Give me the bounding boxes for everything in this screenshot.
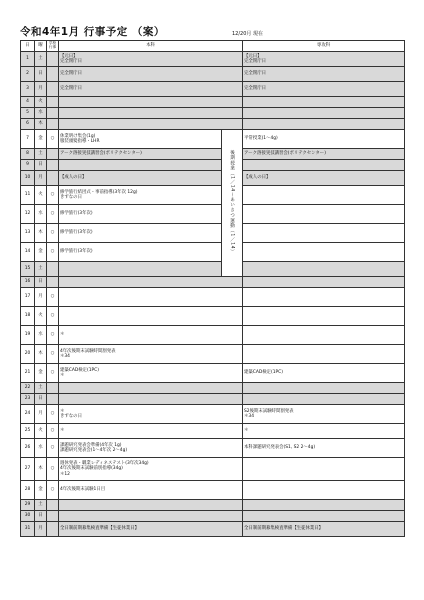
school-event-mark	[47, 262, 59, 277]
main-course-cell	[59, 288, 243, 307]
weekday-cell: 土	[35, 383, 47, 394]
date-cell: 17	[21, 288, 35, 307]
table-row	[21, 82, 405, 97]
cell-line: 修学旅行(3年次)	[60, 230, 93, 236]
school-event-mark	[47, 67, 59, 82]
advanced-course-cell	[243, 224, 405, 243]
cell-line: 休業明け集会(1g)	[60, 133, 96, 139]
table-row	[21, 522, 405, 537]
cell-line: 完全閉庁日	[244, 86, 266, 92]
school-event-mark: ○	[47, 243, 59, 262]
advanced-course-cell	[243, 205, 405, 224]
cell-line: 修学旅行(3年次)	[60, 249, 93, 255]
date-cell: 31	[21, 522, 35, 537]
school-event-mark	[47, 97, 59, 108]
weekday-cell: 月	[35, 405, 47, 424]
advanced-course-cell	[243, 277, 405, 288]
school-event-mark: ○	[47, 326, 59, 345]
date-cell: 3	[21, 82, 35, 97]
advanced-course-cell	[243, 82, 405, 97]
table-row	[21, 326, 405, 345]
weekday-cell: 月	[35, 82, 47, 97]
cell-line: ＊34	[60, 354, 70, 359]
main-course-cell	[59, 262, 222, 277]
school-event-mark	[47, 108, 59, 119]
as-of-date: 12/20月 現在	[232, 31, 263, 37]
school-event-mark	[47, 394, 59, 405]
weekday-cell: 火	[35, 97, 47, 108]
table-row	[21, 288, 405, 307]
cell-line: 4年次後期末試験時間割発表	[60, 348, 116, 354]
date-cell: 11	[21, 186, 35, 205]
main-course-cell	[59, 424, 243, 439]
weekday-cell: 日	[35, 160, 47, 171]
main-course-cell	[59, 345, 243, 364]
school-event-mark: ○	[47, 481, 59, 500]
weekday-cell: 水	[35, 326, 47, 345]
table-row	[21, 130, 405, 149]
weekday-cell: 土	[35, 262, 47, 277]
main-course-cell	[59, 439, 243, 458]
advanced-course-cell	[243, 383, 405, 394]
cell-line: 週休発表・職業レディネステスト(3年次34g)	[60, 461, 149, 467]
weekday-cell: 金	[35, 481, 47, 500]
cell-line: きずなの日	[60, 195, 82, 200]
table-row	[21, 458, 405, 481]
advanced-course-cell	[243, 97, 405, 108]
advanced-course-cell	[243, 171, 405, 186]
school-event-mark	[47, 149, 59, 160]
main-course-cell	[59, 82, 243, 97]
main-course-cell	[59, 205, 222, 224]
date-cell: 10	[21, 171, 35, 186]
main-course-cell	[59, 243, 222, 262]
school-event-mark	[47, 82, 59, 97]
advanced-course-cell	[243, 262, 405, 277]
date-cell: 16	[21, 277, 35, 288]
main-course-cell	[59, 149, 222, 160]
weekday-cell: 土	[35, 149, 47, 160]
school-event-mark	[47, 277, 59, 288]
cell-line: 完全閉庁日	[60, 71, 82, 77]
table-row	[21, 67, 405, 82]
table-row	[21, 52, 405, 67]
school-event-mark: ○	[47, 458, 59, 481]
school-event-mark: ○	[47, 186, 59, 205]
school-event-mark: ○	[47, 405, 59, 424]
date-cell: 24	[21, 405, 35, 424]
header-dow: 曜	[35, 41, 47, 52]
weekday-cell: 木	[35, 224, 47, 243]
main-course-cell	[59, 383, 243, 394]
table-row	[21, 262, 405, 277]
weekday-cell: 木	[35, 458, 47, 481]
table-row	[21, 277, 405, 288]
weekday-cell: 火	[35, 307, 47, 326]
table-row	[21, 307, 405, 326]
cell-line: 建築CAD検定(1PC)	[60, 367, 99, 373]
cell-line: ＊	[60, 332, 65, 338]
weekday-cell: 水	[35, 205, 47, 224]
advanced-course-cell	[243, 119, 405, 130]
weekday-cell: 水	[35, 439, 47, 458]
cell-line: 完全閉庁日	[60, 59, 82, 64]
cell-line: 修学旅行(3年次)	[60, 211, 93, 217]
cell-line: ＊	[60, 373, 65, 378]
table-row	[21, 160, 405, 171]
date-cell: 27	[21, 458, 35, 481]
date-cell: 8	[21, 149, 35, 160]
weekday-cell: 金	[35, 364, 47, 383]
main-course-cell	[59, 277, 243, 288]
main-course-cell	[59, 364, 243, 383]
main-course-cell	[59, 108, 243, 119]
main-course-cell	[59, 130, 222, 149]
table-row	[21, 186, 405, 205]
school-event-mark	[47, 522, 59, 537]
cell-line: ＊	[60, 428, 65, 434]
table-row	[21, 224, 405, 243]
cell-line: S2後期末試験時間割発表	[244, 408, 294, 414]
table-row	[21, 108, 405, 119]
cell-line: 建築CAD検定(1PC)	[244, 370, 283, 376]
main-course-cell	[59, 326, 243, 345]
date-cell: 21	[21, 364, 35, 383]
cell-line: 4年次後期末試験1日目	[60, 487, 106, 493]
advanced-course-cell	[243, 160, 405, 171]
main-course-cell	[59, 97, 243, 108]
table-row	[21, 511, 405, 522]
cell-line: ＊	[244, 428, 249, 434]
main-course-cell	[59, 160, 222, 171]
advanced-course-cell	[243, 424, 405, 439]
advanced-course-cell	[243, 394, 405, 405]
term-note-cell	[222, 130, 243, 277]
cell-line: 修学旅行結団式・事前指導(3年次 12g)	[60, 189, 138, 195]
main-course-cell	[59, 224, 222, 243]
date-cell: 2	[21, 67, 35, 82]
main-course-cell	[59, 67, 243, 82]
cell-line: 完全閉庁日	[60, 86, 82, 92]
cell-line: 全日制前期募集検査準備【生徒休業日】	[60, 526, 140, 532]
weekday-cell: 木	[35, 119, 47, 130]
date-cell: 22	[21, 383, 35, 394]
table-header-row	[21, 41, 405, 52]
header-advanced-course: 専攻科	[243, 41, 405, 52]
school-event-mark	[47, 119, 59, 130]
date-cell: 5	[21, 108, 35, 119]
cell-line: 完全閉庁日	[244, 59, 266, 64]
weekday-cell: 火	[35, 424, 47, 439]
main-course-cell	[59, 500, 243, 511]
school-event-mark: ○	[47, 345, 59, 364]
main-course-cell	[59, 405, 243, 424]
advanced-course-cell	[243, 439, 405, 458]
advanced-course-cell	[243, 500, 405, 511]
table-row	[21, 149, 405, 160]
advanced-course-cell	[243, 458, 405, 481]
advanced-course-cell	[243, 405, 405, 424]
advanced-course-cell	[243, 288, 405, 307]
cell-line: 【成人の日】	[60, 175, 87, 181]
main-course-cell	[59, 481, 243, 500]
date-cell: 13	[21, 224, 35, 243]
table-row	[21, 405, 405, 424]
school-event-mark: ○	[47, 307, 59, 326]
cell-line: 課題研究発表会準備(4年次 1g)	[60, 442, 122, 448]
advanced-course-cell	[243, 345, 405, 364]
cell-line: 4年次後期末試験前別指導(34g)	[60, 466, 123, 472]
main-course-cell	[59, 522, 243, 537]
advanced-course-cell	[243, 481, 405, 500]
table-row	[21, 364, 405, 383]
date-cell: 25	[21, 424, 35, 439]
school-event-mark: ○	[47, 130, 59, 149]
date-cell: 7	[21, 130, 35, 149]
advanced-course-cell	[243, 364, 405, 383]
date-cell: 18	[21, 307, 35, 326]
date-cell: 28	[21, 481, 35, 500]
advanced-course-cell	[243, 130, 405, 149]
table-row	[21, 394, 405, 405]
cell-line: 本科課題研究発表会(S1, S2 2～4g)	[244, 445, 316, 451]
cell-line: 【成人の日】	[244, 175, 271, 181]
weekday-cell: 日	[35, 277, 47, 288]
header-main-course: 本科	[59, 41, 243, 52]
date-cell: 30	[21, 511, 35, 522]
table-row	[21, 424, 405, 439]
header-date: 日	[21, 41, 35, 52]
table-row	[21, 97, 405, 108]
weekday-cell: 金	[35, 243, 47, 262]
weekday-cell: 水	[35, 108, 47, 119]
advanced-course-cell	[243, 522, 405, 537]
date-cell: 4	[21, 97, 35, 108]
date-cell: 12	[21, 205, 35, 224]
cell-line: ＊34	[244, 414, 254, 419]
weekday-cell: 土	[35, 52, 47, 67]
advanced-course-cell	[243, 511, 405, 522]
main-course-cell	[59, 52, 243, 67]
cell-line: ＊	[60, 408, 65, 414]
date-cell: 1	[21, 52, 35, 67]
weekday-cell: 土	[35, 500, 47, 511]
main-course-cell	[59, 119, 243, 130]
weekday-cell: 金	[35, 130, 47, 149]
header-school-event-label: 学校行事	[48, 41, 57, 49]
main-course-cell	[59, 394, 243, 405]
table-row	[21, 345, 405, 364]
weekday-cell: 日	[35, 67, 47, 82]
cell-line: ＊12	[60, 471, 70, 477]
main-course-cell	[59, 511, 243, 522]
advanced-course-cell	[243, 326, 405, 345]
cell-line: 課題研究発表会(1～4年次 2～4g)	[60, 448, 128, 453]
weekday-cell: 月	[35, 171, 47, 186]
cell-line: 全日制前期募集検査準備【生徒休業日】	[244, 526, 324, 532]
weekday-cell: 木	[35, 345, 47, 364]
date-cell: 23	[21, 394, 35, 405]
table-row	[21, 439, 405, 458]
school-event-mark: ○	[47, 364, 59, 383]
school-event-mark: ○	[47, 224, 59, 243]
school-event-mark: ○	[47, 205, 59, 224]
schedule-table	[20, 40, 405, 537]
school-event-mark: ○	[47, 424, 59, 439]
main-course-cell	[59, 171, 222, 186]
date-cell: 15	[21, 262, 35, 277]
weekday-cell: 日	[35, 394, 47, 405]
main-course-cell	[59, 307, 243, 326]
cell-line: 服装頭髪指導・LHR	[60, 139, 100, 144]
schedule-body	[21, 52, 405, 537]
cell-line: 【元日】	[60, 53, 78, 59]
date-cell: 19	[21, 326, 35, 345]
advanced-course-cell	[243, 243, 405, 262]
school-event-mark	[47, 171, 59, 186]
table-row	[21, 481, 405, 500]
cell-line: 平常授業(1～4g)	[244, 136, 278, 142]
school-event-mark	[47, 511, 59, 522]
school-event-mark	[47, 500, 59, 511]
date-cell: 26	[21, 439, 35, 458]
weekday-cell: 火	[35, 186, 47, 205]
header-school-event	[47, 41, 59, 52]
table-row	[21, 119, 405, 130]
weekday-cell: 月	[35, 522, 47, 537]
table-row	[21, 243, 405, 262]
date-cell: 20	[21, 345, 35, 364]
advanced-course-cell	[243, 52, 405, 67]
cell-line: きずなの日	[60, 414, 82, 419]
school-event-mark	[47, 383, 59, 394]
advanced-course-cell	[243, 186, 405, 205]
weekday-cell: 月	[35, 288, 47, 307]
table-row	[21, 383, 405, 394]
cell-line: 完全閉庁日	[244, 71, 266, 77]
page-title: 令和4年1月 行事予定 （案）	[20, 26, 165, 38]
cell-line: アーク溶接実技講習会(ポリテクセンター)	[244, 151, 326, 157]
school-event-mark: ○	[47, 288, 59, 307]
cell-line: アーク溶接実技講習会(ポリテクセンター)	[60, 151, 142, 157]
advanced-course-cell	[243, 149, 405, 160]
weekday-cell: 日	[35, 511, 47, 522]
table-row	[21, 171, 405, 186]
term-note-text: 後期授業（1／14～あいさつ運動（1／14）	[229, 149, 235, 255]
date-cell: 14	[21, 243, 35, 262]
school-event-mark	[47, 52, 59, 67]
table-row	[21, 205, 405, 224]
date-cell: 9	[21, 160, 35, 171]
advanced-course-cell	[243, 67, 405, 82]
school-event-mark: ○	[47, 439, 59, 458]
advanced-course-cell	[243, 307, 405, 326]
date-cell: 6	[21, 119, 35, 130]
date-cell: 29	[21, 500, 35, 511]
cell-line: 【元日】	[244, 53, 262, 59]
school-event-mark	[47, 160, 59, 171]
table-row	[21, 500, 405, 511]
advanced-course-cell	[243, 108, 405, 119]
main-course-cell	[59, 458, 243, 481]
main-course-cell	[59, 186, 222, 205]
